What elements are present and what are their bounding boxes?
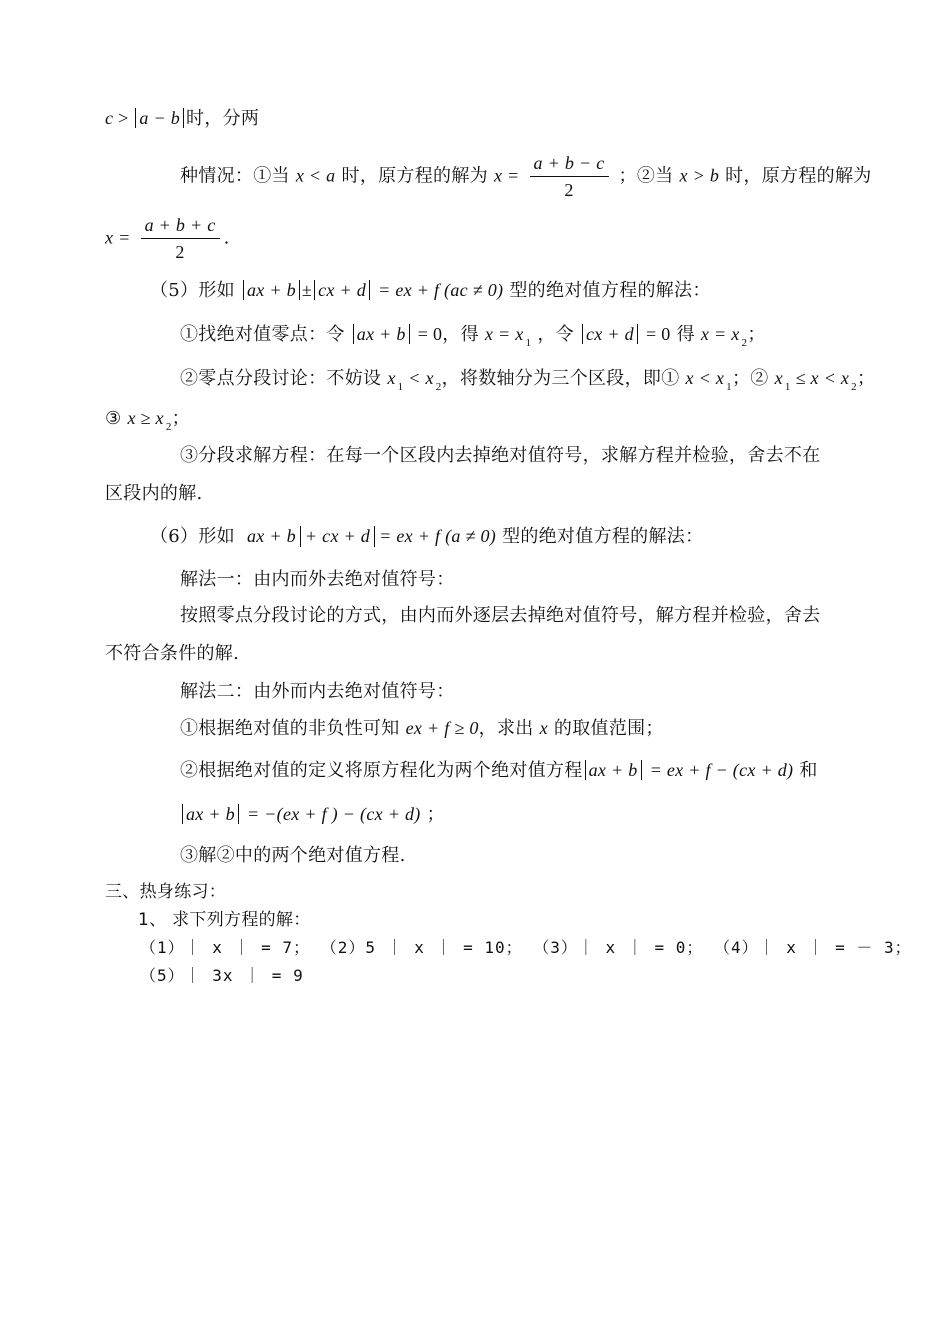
- line-step2: [180, 364, 875, 401]
- text: 的取值范围；: [553, 718, 664, 739]
- text: 和: [799, 760, 818, 781]
- text: （6）形如: [150, 526, 235, 547]
- line-method1: 解法一：由内而外去绝对值符号：: [180, 569, 455, 590]
- abs-ax-b: ax + b: [585, 760, 642, 780]
- line-method2-step2b: [180, 800, 445, 829]
- text: 时，原方程的解为: [725, 165, 872, 187]
- math-pm: ±: [301, 280, 313, 300]
- math-rhs: = ex + f (ac ≠ 0): [378, 280, 504, 300]
- math-cond1: x < a: [295, 165, 336, 186]
- subscript: 1: [784, 381, 791, 393]
- math-range3: x ≥ x: [127, 408, 164, 428]
- line-method2: 解法二：由外而内去绝对值符号：: [180, 681, 455, 702]
- text: 型的绝对值方程的解法：: [509, 280, 711, 301]
- math-rhs: = ex + f − (cx + d): [649, 760, 794, 780]
- subscript: 2: [851, 381, 857, 393]
- line-method2-step3: ③解②中的两个绝对值方程.: [180, 845, 406, 866]
- math-x-eq-x1: x = x: [484, 324, 524, 344]
- abs-ax-b: ax + b: [182, 804, 239, 824]
- line-step3-cont: 区段内的解.: [105, 483, 203, 504]
- fraction-1: [530, 150, 609, 203]
- text: ①根据绝对值的非负性可知: [180, 718, 400, 739]
- text: ，得: [442, 324, 479, 345]
- text: ②根据绝对值的定义将原方程化为两个绝对值方程: [180, 760, 583, 781]
- text: 时，原方程的解为: [341, 165, 488, 187]
- text: ；②: [731, 368, 769, 389]
- text: ；: [426, 804, 445, 825]
- frac-denominator: 2: [175, 242, 185, 262]
- text: 型的绝对值方程的解法：: [502, 526, 704, 547]
- abs-ax-b: ax + b: [353, 324, 410, 344]
- text: .: [223, 227, 230, 249]
- text: ，将数轴分为三个区段，即①: [441, 368, 680, 389]
- frac-numerator: a + b + c: [141, 212, 220, 239]
- math-gt: >: [113, 108, 134, 128]
- math-x-eq-x2: x = x: [700, 324, 740, 344]
- line-second-solution: [105, 212, 230, 265]
- subscript: 2: [165, 421, 172, 433]
- line-step3: ③分段求解方程：在每一个区段内去掉绝对值符号，求解方程并检验，舍去不在: [180, 445, 821, 466]
- section-heading-warmup: 三、热身练习：: [105, 882, 227, 902]
- math-x-eq: x =: [105, 227, 131, 248]
- subscript: 2: [741, 337, 748, 349]
- exercise-1-items: （1）｜ x ｜ = 7； （2）5 ｜ x ｜ = 10； （3）｜ x ｜ = 0； （4）｜ x ｜ = － 3；: [140, 938, 912, 957]
- math-range2: ≤ x < x: [790, 368, 850, 388]
- math-x-eq: x =: [493, 165, 520, 186]
- text: ②零点分段讨论：不妨设: [180, 368, 382, 389]
- math-c: c: [105, 108, 114, 128]
- math-condition: ex + f ≥ 0: [405, 718, 479, 738]
- text-two: 时，分两: [186, 108, 260, 129]
- line-method1-desc: 按照零点分段讨论的方式，由内而外逐层去掉绝对值符号，解方程并检验，舍去: [180, 605, 821, 626]
- line-step1: [180, 320, 766, 357]
- text: ①找绝对值零点：令: [180, 324, 345, 345]
- text: ；: [747, 324, 766, 345]
- text: 种情况：①当: [180, 165, 290, 187]
- math-rhs: = −(ex + f ) − (cx + d): [246, 804, 421, 824]
- exercise-1-item5: （5）｜ 3x ｜ = 9: [140, 966, 304, 985]
- math-x: x: [387, 368, 396, 388]
- line-method2-step2: [180, 756, 818, 785]
- line-type5: [150, 276, 711, 305]
- line-range3: [105, 404, 190, 441]
- abs-cx-d: cx + d: [314, 280, 370, 300]
- subscript: 1: [726, 381, 732, 393]
- math-x: x: [539, 718, 548, 738]
- subscript: 1: [397, 381, 404, 393]
- text: ；②当: [618, 165, 674, 187]
- abs-cx-d: cx + d: [582, 324, 638, 344]
- math-lt-x: < x: [403, 368, 434, 388]
- math-range1: x < x: [685, 368, 725, 388]
- line-method2-step1: [180, 714, 664, 743]
- math-x: x: [774, 368, 783, 388]
- math-cond2: x > b: [679, 165, 720, 186]
- abs-ax-b: ax + b: [243, 280, 300, 300]
- fraction-2: [141, 212, 220, 265]
- exercise-1-heading: 1、 求下列方程的解：: [138, 910, 311, 930]
- text: ，令: [537, 324, 574, 345]
- line-method1-desc-cont: 不符合条件的解.: [105, 643, 240, 664]
- text: ③: [105, 408, 122, 429]
- math-plus-cx-d: + cx + d: [304, 526, 371, 546]
- line-type6: [150, 522, 703, 551]
- line-two-cases: [180, 150, 872, 203]
- text: ；: [856, 368, 876, 389]
- frac-denominator: 2: [564, 180, 574, 200]
- math-inner: ax + b: [246, 526, 296, 546]
- text: （5）形如: [150, 280, 235, 301]
- frac-numerator: a + b − c: [530, 150, 609, 177]
- text: ，求出: [478, 718, 534, 739]
- text: 得: [676, 324, 695, 345]
- subscript: 2: [435, 381, 442, 393]
- line-case-intro: [105, 104, 259, 133]
- math-eq0: = 0: [417, 324, 443, 344]
- math-eq0: = 0: [645, 324, 671, 344]
- text: ；: [171, 408, 190, 429]
- subscript: 1: [525, 337, 532, 349]
- math-rhs: = ex + f (a ≠ 0): [379, 526, 497, 546]
- abs-a-minus-b: a − b: [135, 108, 184, 128]
